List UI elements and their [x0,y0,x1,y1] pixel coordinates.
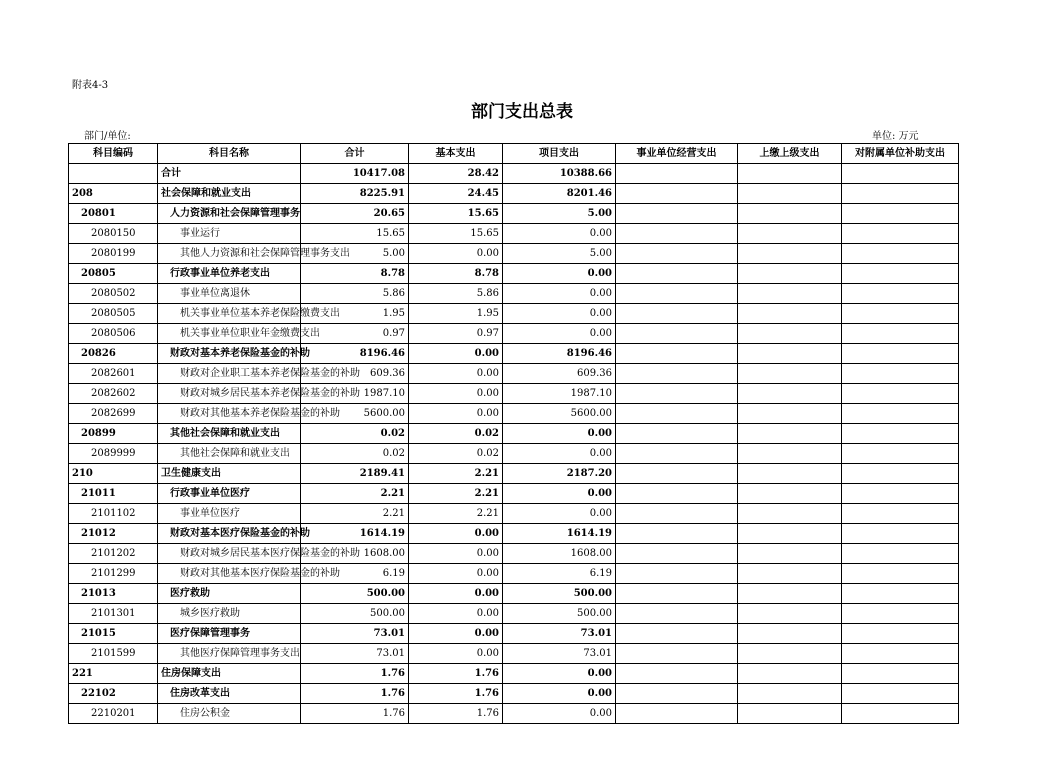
row-total: 2189.41 [301,464,409,484]
row-project: 0.00 [503,324,616,344]
row-basic: 2.21 [409,464,503,484]
row-subsidy [842,224,959,244]
row-remit [738,184,842,204]
row-remit [738,244,842,264]
row-project: 0.00 [503,664,616,684]
row-name: 医疗救助 [158,584,301,604]
row-project: 0.00 [503,304,616,324]
row-basic: 0.00 [409,384,503,404]
row-basic: 2.21 [409,484,503,504]
row-operating [616,284,738,304]
row-code: 210 [69,464,158,484]
row-subsidy [842,564,959,584]
row-total: 1.76 [301,704,409,724]
row-subsidy [842,264,959,284]
table-row [69,264,959,284]
row-basic: 0.97 [409,324,503,344]
row-subsidy [842,464,959,484]
row-remit [738,684,842,704]
row-project: 0.00 [503,284,616,304]
row-remit [738,364,842,384]
row-project: 500.00 [503,604,616,624]
expenditure-table [68,143,959,724]
table-row [69,584,959,604]
row-basic: 1.95 [409,304,503,324]
row-project: 0.00 [503,684,616,704]
row-total: 0.02 [301,424,409,444]
row-code: 2101299 [69,564,158,584]
row-subsidy [842,444,959,464]
row-total: 20.65 [301,204,409,224]
row-name: 事业运行 [158,224,301,244]
row-operating [616,464,738,484]
row-total: 73.01 [301,624,409,644]
row-total: 15.65 [301,224,409,244]
row-basic: 1.76 [409,704,503,724]
row-operating [616,644,738,664]
row-operating [616,324,738,344]
row-subsidy [842,604,959,624]
table-row [69,644,959,664]
row-basic: 0.00 [409,584,503,604]
table-row [69,424,959,444]
row-subsidy [842,584,959,604]
row-name: 住房保障支出 [158,664,301,684]
row-subsidy [842,204,959,224]
row-subsidy [842,384,959,404]
row-code: 21011 [69,484,158,504]
row-code: 2101102 [69,504,158,524]
row-basic: 0.02 [409,424,503,444]
row-project: 1614.19 [503,524,616,544]
row-code: 2082602 [69,384,158,404]
row-total: 5.86 [301,284,409,304]
row-remit [738,344,842,364]
row-total: 0.02 [301,444,409,464]
table-row [69,564,959,584]
row-total: 1608.00 [301,544,409,564]
department-label: 部门/单位: [84,131,131,142]
row-total: 2.21 [301,484,409,504]
row-total: 1614.19 [301,524,409,544]
row-total: 73.01 [301,644,409,664]
row-operating [616,484,738,504]
row-remit [738,644,842,664]
table-row [69,664,959,684]
unit-label: 单位: 万元 [872,131,919,142]
header-remit: 上缴上级支出 [738,144,842,164]
row-basic: 0.02 [409,444,503,464]
row-subsidy [842,524,959,544]
row-name: 财政对其他基本医疗保险基金的补助 [158,564,301,584]
table-row [69,704,959,724]
row-name: 行政事业单位养老支出 [158,264,301,284]
row-project: 5.00 [503,204,616,224]
row-total: 8196.46 [301,344,409,364]
row-remit [738,424,842,444]
row-project: 609.36 [503,364,616,384]
row-name: 机关事业单位基本养老保险缴费支出 [158,304,301,324]
row-code: 2080506 [69,324,158,344]
row-total: 500.00 [301,584,409,604]
row-total: 8225.91 [301,184,409,204]
table-row [69,284,959,304]
row-code: 21012 [69,524,158,544]
row-remit [738,304,842,324]
row-total: 5.00 [301,244,409,264]
row-name: 住房公积金 [158,704,301,724]
row-operating [616,304,738,324]
row-subsidy [842,284,959,304]
table-row [69,344,959,364]
row-code: 2210201 [69,704,158,724]
row-code [69,164,158,184]
row-name: 社会保障和就业支出 [158,184,301,204]
row-operating [616,624,738,644]
row-operating [616,504,738,524]
row-subsidy [842,544,959,564]
row-operating [616,164,738,184]
table-row [69,624,959,644]
table-row [69,444,959,464]
table-row [69,404,959,424]
row-remit [738,284,842,304]
row-code: 21013 [69,584,158,604]
row-name: 机关事业单位职业年金缴费支出 [158,324,301,344]
row-project: 8201.46 [503,184,616,204]
row-remit [738,164,842,184]
row-subsidy [842,424,959,444]
row-operating [616,204,738,224]
row-total: 6.19 [301,564,409,584]
row-name: 医疗保障管理事务 [158,624,301,644]
row-total: 1.95 [301,304,409,324]
row-project: 0.00 [503,264,616,284]
row-project: 0.00 [503,224,616,244]
row-name: 其他人力资源和社会保障管理事务支出 [158,244,301,264]
row-basic: 15.65 [409,224,503,244]
row-name: 其他社会保障和就业支出 [158,424,301,444]
row-remit [738,524,842,544]
table-row [69,204,959,224]
row-total: 5600.00 [301,404,409,424]
row-total: 0.97 [301,324,409,344]
row-name: 行政事业单位医疗 [158,484,301,504]
row-project: 0.00 [503,704,616,724]
row-name: 其他社会保障和就业支出 [158,444,301,464]
row-name: 财政对基本养老保险基金的补助 [158,344,301,364]
row-remit [738,564,842,584]
row-total: 609.36 [301,364,409,384]
row-name: 城乡医疗救助 [158,604,301,624]
table-row [69,304,959,324]
header-name: 科目名称 [158,144,301,164]
table-row [69,544,959,564]
row-remit [738,504,842,524]
row-basic: 0.00 [409,404,503,424]
row-subsidy [842,704,959,724]
table-row [69,684,959,704]
row-project: 0.00 [503,444,616,464]
row-basic: 0.00 [409,524,503,544]
row-project: 1987.10 [503,384,616,404]
row-basic: 0.00 [409,344,503,364]
row-remit [738,664,842,684]
row-code: 20805 [69,264,158,284]
row-operating [616,384,738,404]
header-subsidy: 对附属单位补助支出 [842,144,959,164]
row-subsidy [842,244,959,264]
row-remit [738,544,842,564]
row-remit [738,224,842,244]
row-basic: 0.00 [409,364,503,384]
row-remit [738,204,842,224]
row-basic: 5.86 [409,284,503,304]
row-project: 0.00 [503,424,616,444]
row-code: 221 [69,664,158,684]
row-code: 20899 [69,424,158,444]
row-project: 5.00 [503,244,616,264]
page-title: 部门支出总表 [471,102,573,122]
table-row [69,224,959,244]
row-remit [738,324,842,344]
header-code: 科目编码 [69,144,158,164]
row-total: 10417.08 [301,164,409,184]
row-remit [738,444,842,464]
row-project: 1608.00 [503,544,616,564]
row-operating [616,704,738,724]
row-remit [738,604,842,624]
row-operating [616,184,738,204]
row-name: 事业单位离退休 [158,284,301,304]
row-project: 8196.46 [503,344,616,364]
row-total: 500.00 [301,604,409,624]
row-code: 2082601 [69,364,158,384]
row-basic: 24.45 [409,184,503,204]
row-subsidy [842,504,959,524]
row-total: 1.76 [301,664,409,684]
row-name: 合计 [158,164,301,184]
row-basic: 15.65 [409,204,503,224]
row-name: 财政对其他基本养老保险基金的补助 [158,404,301,424]
row-project: 0.00 [503,504,616,524]
row-project: 73.01 [503,644,616,664]
table-row [69,184,959,204]
row-code: 2080199 [69,244,158,264]
row-name: 财政对基本医疗保险基金的补助 [158,524,301,544]
table-row [69,484,959,504]
table-row [69,524,959,544]
row-name: 财政对城乡居民基本养老保险基金的补助 [158,384,301,404]
row-code: 2101202 [69,544,158,564]
header-operating: 事业单位经营支出 [616,144,738,164]
row-operating [616,544,738,564]
row-remit [738,464,842,484]
row-code: 2080505 [69,304,158,324]
row-subsidy [842,364,959,384]
row-total: 8.78 [301,264,409,284]
row-operating [616,344,738,364]
row-operating [616,564,738,584]
header-total: 合计 [301,144,409,164]
row-subsidy [842,304,959,324]
row-code: 2082699 [69,404,158,424]
row-basic: 8.78 [409,264,503,284]
row-project: 73.01 [503,624,616,644]
row-name: 人力资源和社会保障管理事务 [158,204,301,224]
row-subsidy [842,664,959,684]
row-remit [738,404,842,424]
row-code: 21015 [69,624,158,644]
table-row [69,164,959,184]
row-basic: 0.00 [409,544,503,564]
row-operating [616,584,738,604]
row-project: 0.00 [503,484,616,504]
row-operating [616,424,738,444]
header-project: 项目支出 [503,144,616,164]
table-row [69,504,959,524]
row-project: 6.19 [503,564,616,584]
row-name: 财政对城乡居民基本医疗保险基金的补助 [158,544,301,564]
row-subsidy [842,684,959,704]
row-total: 1987.10 [301,384,409,404]
row-code: 20801 [69,204,158,224]
row-subsidy [842,484,959,504]
table-row [69,324,959,344]
row-operating [616,684,738,704]
table-row [69,364,959,384]
row-remit [738,264,842,284]
row-operating [616,264,738,284]
row-operating [616,604,738,624]
table-row [69,384,959,404]
row-operating [616,364,738,384]
row-project: 2187.20 [503,464,616,484]
row-basic: 28.42 [409,164,503,184]
header-basic: 基本支出 [409,144,503,164]
table-row [69,244,959,264]
row-project: 5600.00 [503,404,616,424]
row-name: 其他医疗保障管理事务支出 [158,644,301,664]
row-project: 500.00 [503,584,616,604]
row-remit [738,584,842,604]
row-basic: 2.21 [409,504,503,524]
row-project: 10388.66 [503,164,616,184]
header-row [69,144,959,164]
row-basic: 0.00 [409,644,503,664]
row-operating [616,224,738,244]
row-total: 2.21 [301,504,409,524]
row-remit [738,624,842,644]
row-code: 2089999 [69,444,158,464]
row-code: 2101599 [69,644,158,664]
row-basic: 1.76 [409,664,503,684]
table-row [69,604,959,624]
row-basic: 1.76 [409,684,503,704]
row-basic: 0.00 [409,564,503,584]
row-basic: 0.00 [409,244,503,264]
row-subsidy [842,184,959,204]
row-operating [616,444,738,464]
row-name: 住房改革支出 [158,684,301,704]
row-subsidy [842,624,959,644]
row-code: 22102 [69,684,158,704]
table-row [69,464,959,484]
row-name: 财政对企业职工基本养老保险基金的补助 [158,364,301,384]
row-code: 2080150 [69,224,158,244]
row-remit [738,384,842,404]
row-remit [738,704,842,724]
row-subsidy [842,164,959,184]
row-subsidy [842,404,959,424]
appendix-label: 附表4-3 [72,80,109,91]
row-basic: 0.00 [409,624,503,644]
row-subsidy [842,644,959,664]
row-operating [616,244,738,264]
row-basic: 0.00 [409,604,503,624]
row-code: 2080502 [69,284,158,304]
row-name: 卫生健康支出 [158,464,301,484]
row-remit [738,484,842,504]
row-name: 事业单位医疗 [158,504,301,524]
row-total: 1.76 [301,684,409,704]
row-code: 2101301 [69,604,158,624]
row-operating [616,404,738,424]
row-subsidy [842,324,959,344]
row-operating [616,664,738,684]
row-operating [616,524,738,544]
row-subsidy [842,344,959,364]
row-code: 20826 [69,344,158,364]
row-code: 208 [69,184,158,204]
